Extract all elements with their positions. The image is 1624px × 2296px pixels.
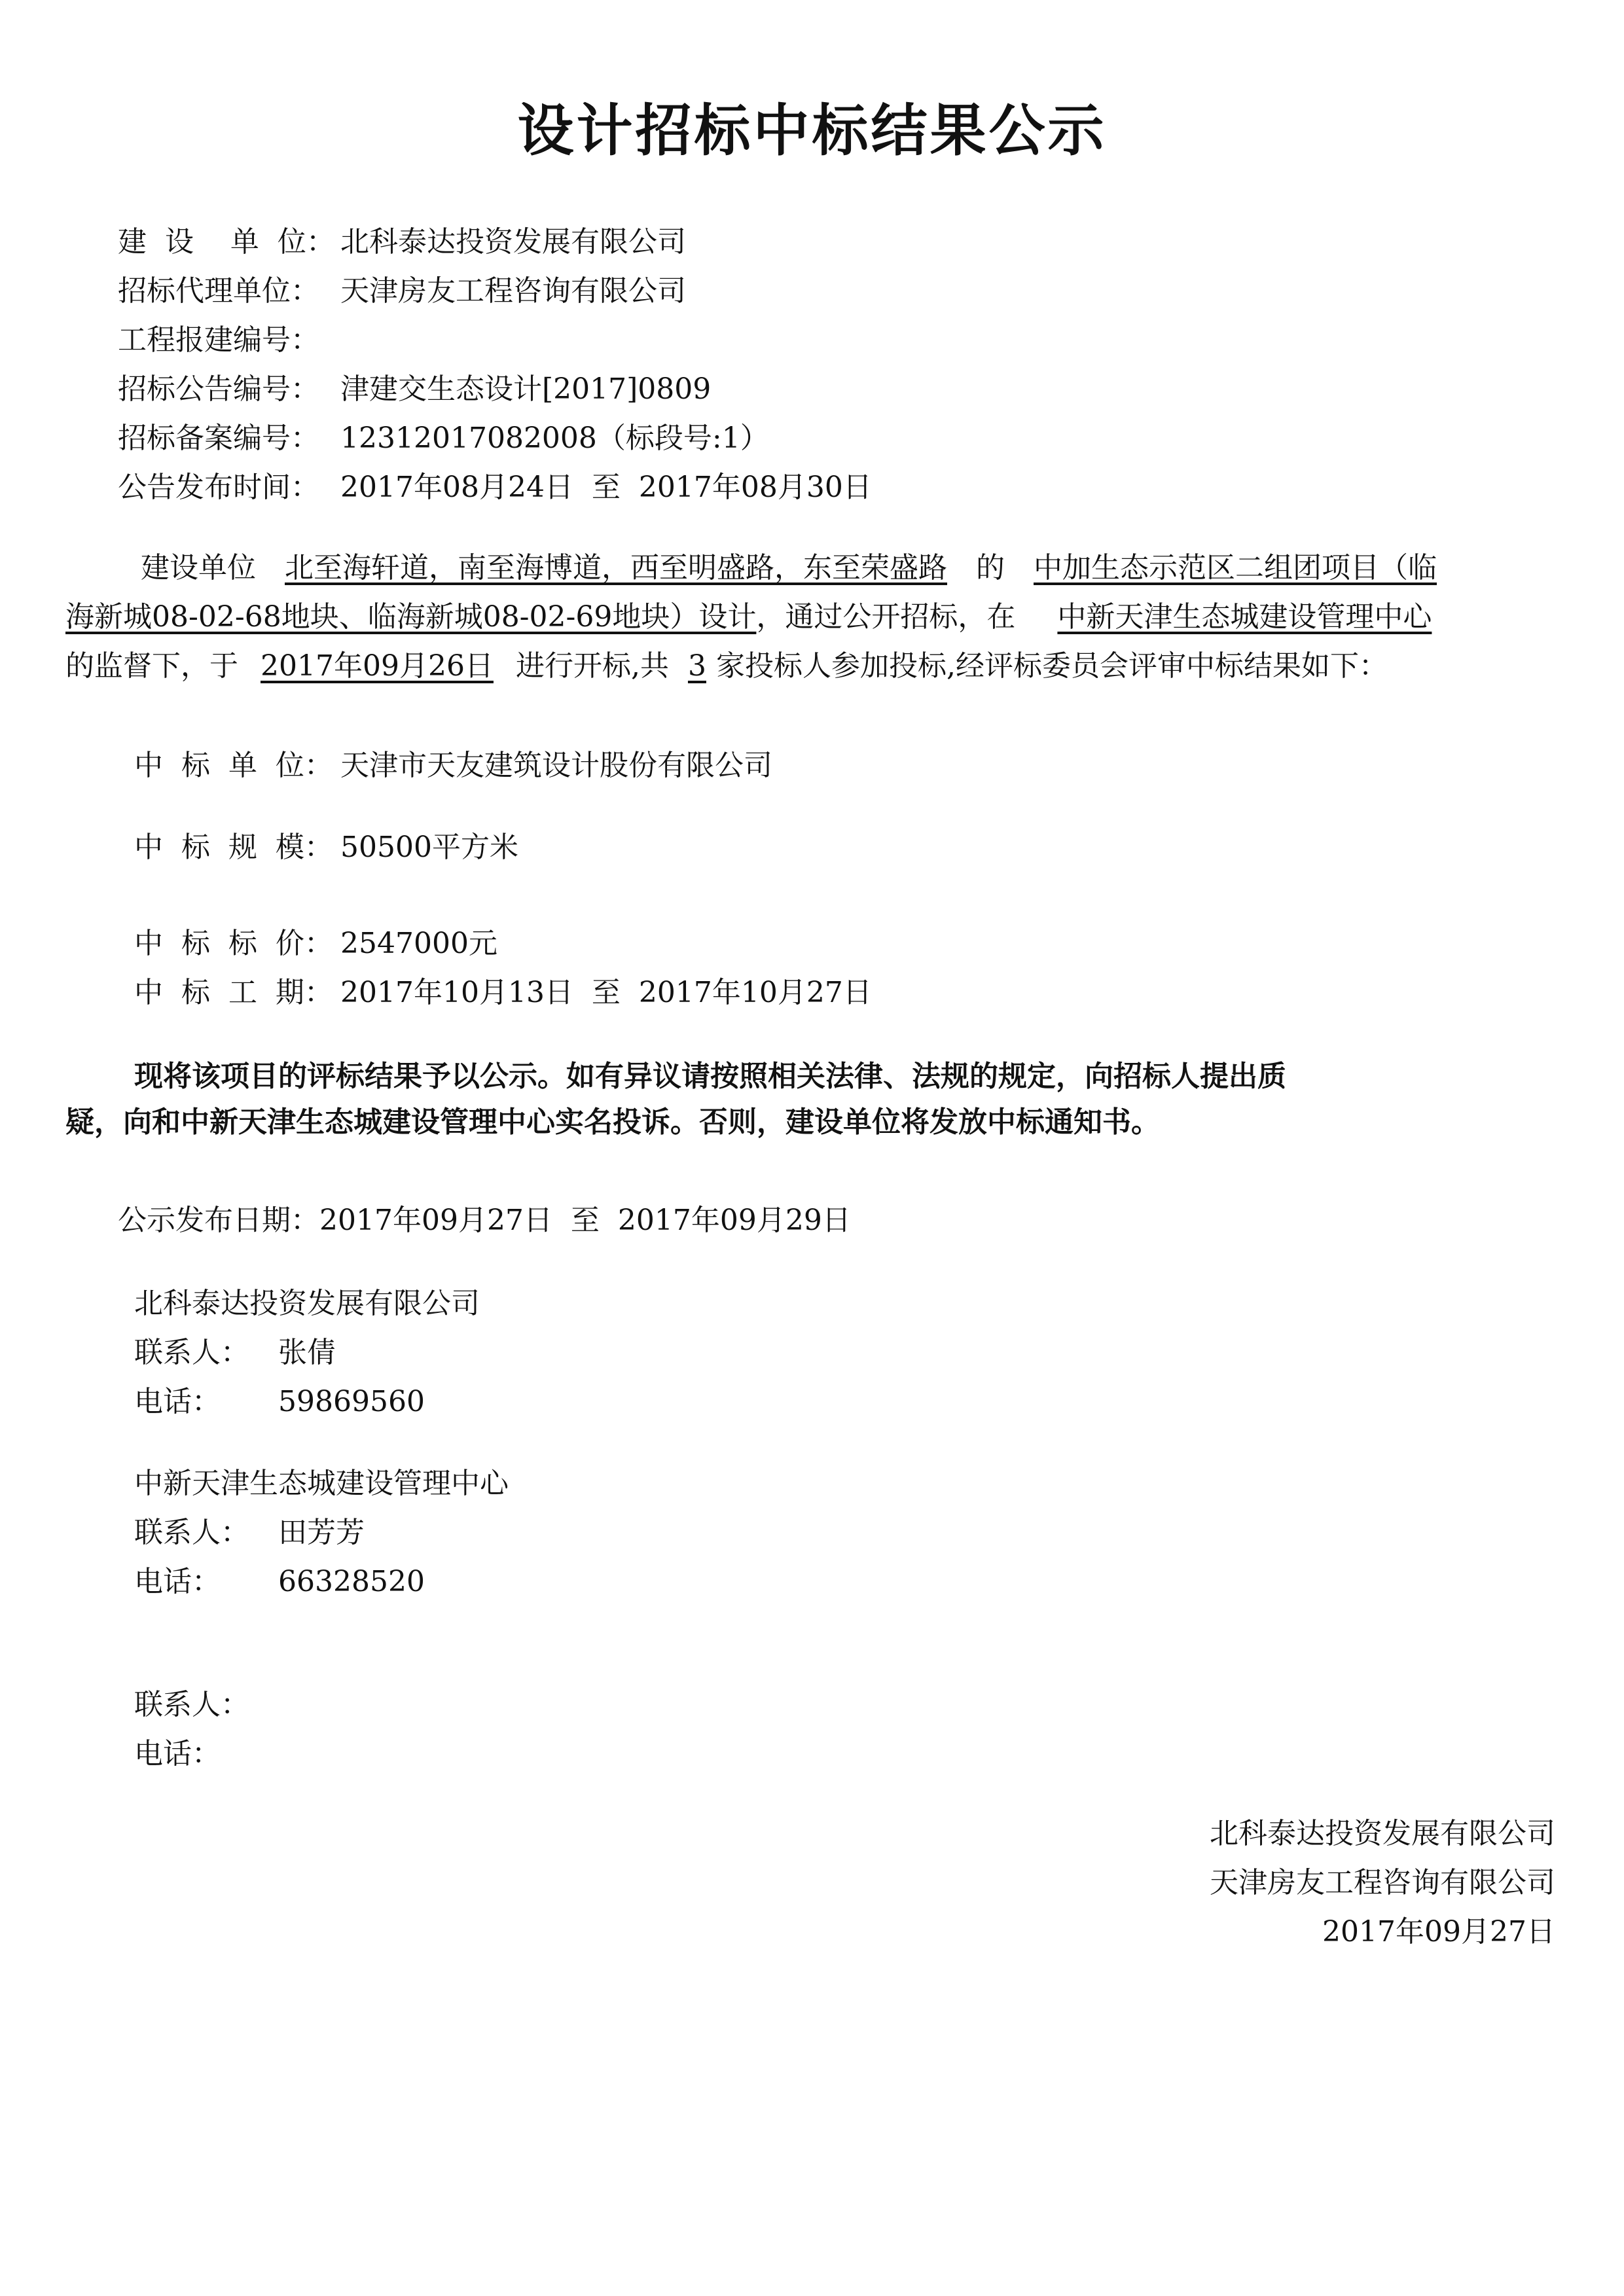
scale-row (134, 828, 518, 867)
notice-no-label: 招标公告编号： (118, 372, 319, 406)
signature-org-1: 北科泰达投资发展有限公司 (1210, 1817, 1555, 1850)
period-value: 2017年10月13日 至 2017年10月27日 (340, 976, 872, 1009)
agent-label: 招标代理单位： (118, 274, 319, 308)
contact-1-phone-label: 电话： (134, 1385, 221, 1418)
scale-value: 50500平方米 (340, 831, 518, 864)
publish-row (118, 1201, 851, 1240)
page-title: 设计招标中标结果公示 (517, 98, 1107, 164)
notice-line-2: 疑，向和中新天津生态城建设管理中心实名投诉。否则，建设单位将发放中标通知书。 (65, 1105, 1160, 1139)
signature-date: 2017年09月27日 (1322, 1915, 1555, 1948)
period-row (134, 973, 872, 1013)
para-bidder-count: 3 (687, 649, 706, 683)
contact-1-person-label: 联系人： (134, 1336, 249, 1369)
contact-1-phone: 59869560 (278, 1385, 425, 1418)
price-value: 2547000元 (340, 927, 497, 960)
builder-row (118, 223, 686, 262)
notice-time-value: 2017年08月24日 至 2017年08月30日 (340, 471, 872, 504)
notice-time-label: 公告发布时间： (118, 471, 319, 504)
builder-value: 北科泰达投资发展有限公司 (340, 225, 686, 259)
contact-1-person-row (134, 1333, 336, 1372)
paragraph-line-2 (65, 598, 1432, 637)
para-bidding-text: ，通过公开招标，在 (756, 600, 1016, 634)
para-project-line2: 海新城08-02-68地块、临海新城08-02-69地块）设计 (65, 600, 757, 634)
publish-label: 公示发布日期： (118, 1204, 319, 1237)
para-result-text: 家投标人参加投标,经评标委员会评审中标结果如下： (715, 649, 1388, 683)
winner-label: 中 标 单 位： (134, 749, 333, 782)
record-no-value: 12312017082008（标段号:1） (340, 422, 769, 455)
para-supervision-text: 的监督下，于 (65, 649, 238, 683)
contact-3-phone-label: 电话： (134, 1737, 221, 1770)
para-builder-text: 建设单位 (141, 551, 256, 584)
notice-no-value: 津建交生态设计[2017]0809 (340, 372, 712, 406)
record-no-label: 招标备案编号： (118, 422, 319, 455)
winner-value: 天津市天友建筑设计股份有限公司 (340, 749, 772, 782)
contact-2-phone-label: 电话： (134, 1565, 221, 1598)
price-row (134, 924, 497, 963)
notice-no-row (118, 370, 711, 409)
paragraph-line-3 (65, 647, 1388, 686)
contact-1-person: 张倩 (278, 1336, 336, 1369)
contact-1-org: 北科泰达投资发展有限公司 (134, 1287, 480, 1320)
record-no-row (118, 419, 769, 458)
para-location: 北至海轩道，南至海博道，西至明盛路，东至荣盛路 (285, 551, 947, 584)
notice-time-row (118, 468, 872, 507)
project-no-row (118, 321, 340, 360)
winner-row (134, 746, 772, 785)
para-project-line1: 中加生态示范区二组团项目（临 (1034, 551, 1437, 584)
contact-2-person: 田芳芳 (278, 1516, 365, 1549)
project-no-label: 工程报建编号： (118, 323, 319, 357)
price-label: 中 标 标 价： (134, 927, 333, 960)
contact-1-phone-row (134, 1382, 425, 1422)
scale-label: 中 标 规 模： (134, 831, 333, 864)
contact-2-phone: 66328520 (278, 1565, 425, 1598)
contact-2-person-label: 联系人： (134, 1516, 249, 1549)
agent-row (118, 272, 686, 311)
agent-value: 天津房友工程咨询有限公司 (340, 274, 686, 308)
paragraph-line-1 (141, 548, 1437, 588)
para-open-text: 进行开标,共 (515, 649, 669, 683)
period-label: 中 标 工 期： (134, 976, 333, 1009)
para-open-date: 2017年09月26日 (261, 649, 494, 683)
notice-line-1: 现将该项目的评标结果予以公示。如有异议请按照相关法律、法规的规定，向招标人提出质 (134, 1060, 1286, 1093)
contact-3-person-label: 联系人： (134, 1688, 249, 1721)
publish-value: 2017年09月27日 至 2017年09月29日 (319, 1204, 851, 1237)
signature-org-2: 天津房友工程咨询有限公司 (1210, 1866, 1555, 1899)
contact-2-person-row (134, 1513, 365, 1552)
contact-2-phone-row (134, 1562, 425, 1602)
contact-2-org: 中新天津生态城建设管理中心 (134, 1467, 509, 1500)
builder-label: 建 设 单 位： (118, 225, 335, 259)
para-supervisor: 中新天津生态城建设管理中心 (1057, 600, 1432, 634)
para-of: 的 (976, 551, 1005, 584)
